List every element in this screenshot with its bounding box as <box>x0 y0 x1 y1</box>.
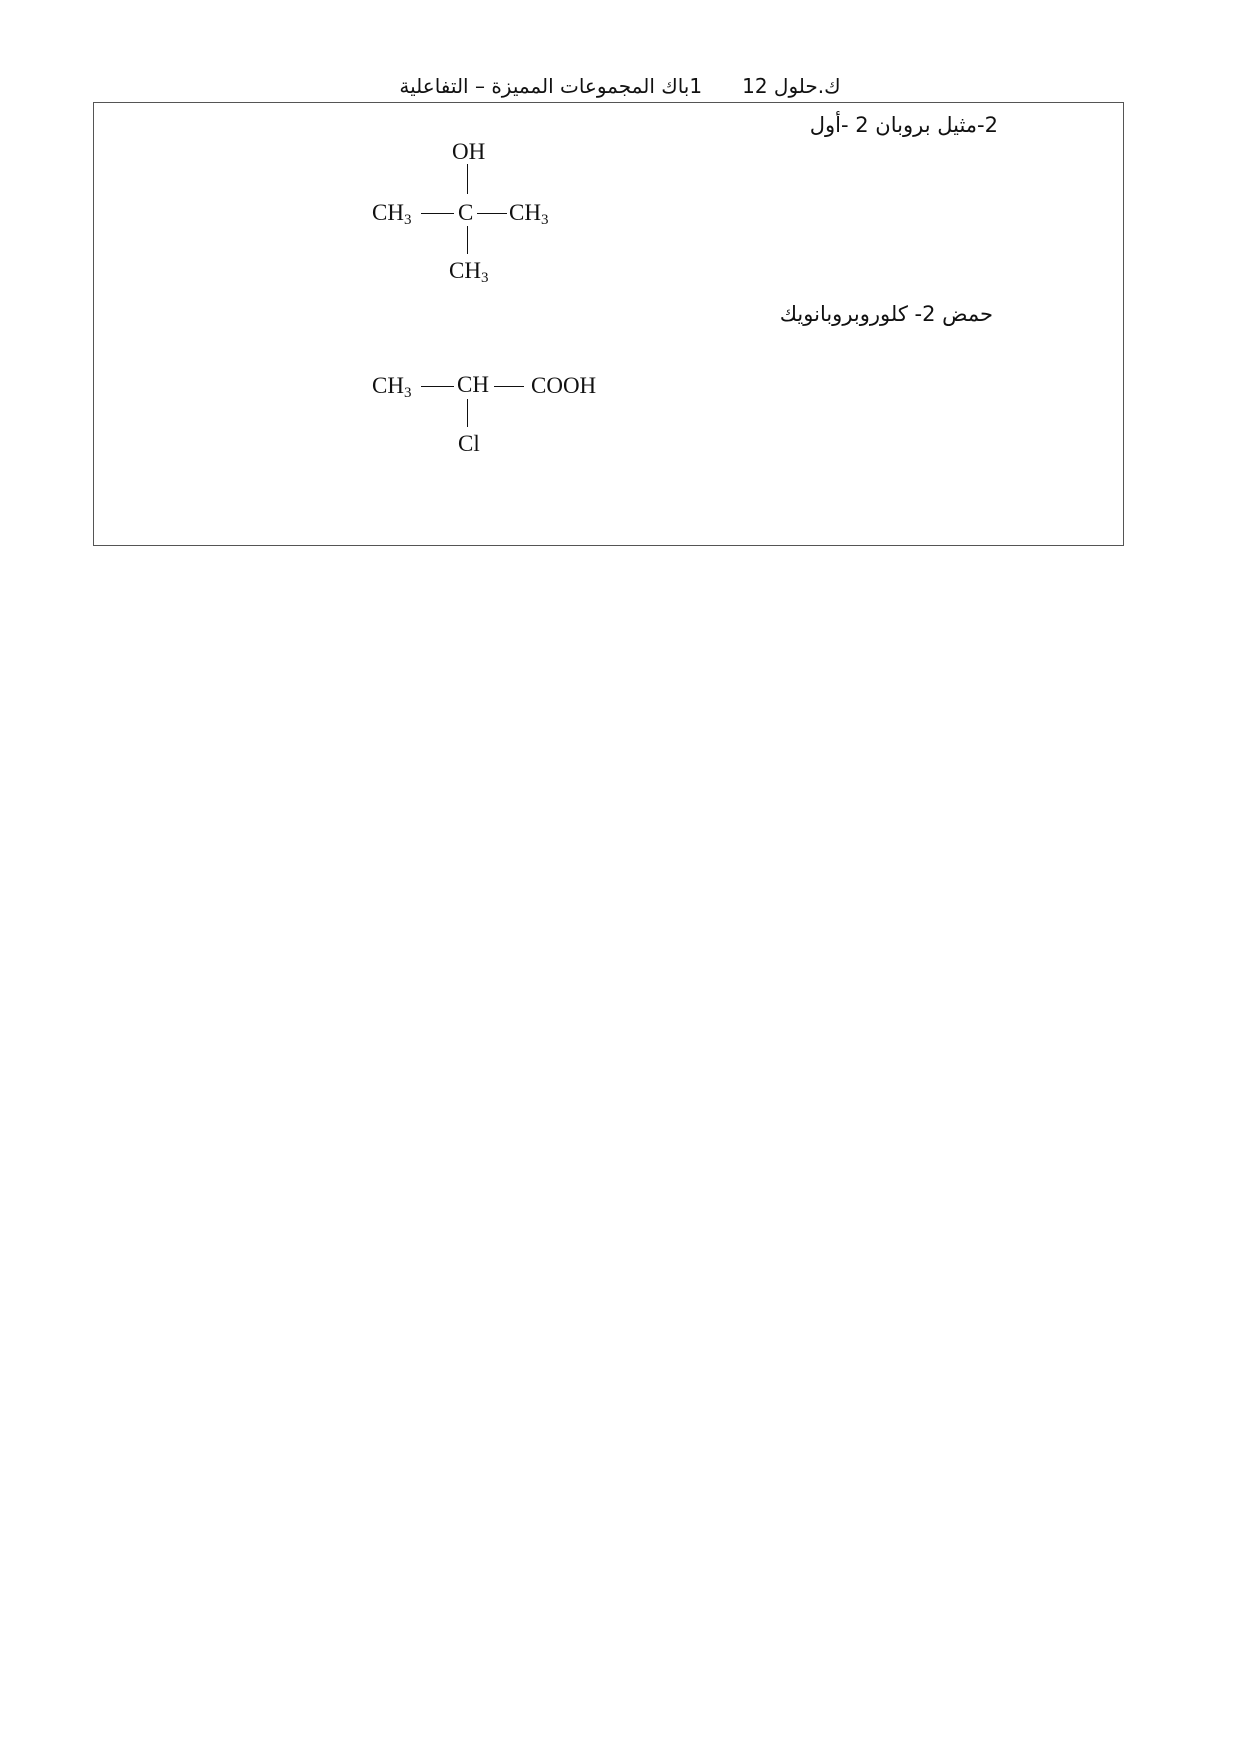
structure-2-bond-left <box>421 386 454 387</box>
header-right-part: 1باك المجموعات المميزة – التفاعلية <box>399 74 703 98</box>
structure-2-bond-right <box>494 386 524 387</box>
structure-2-right-group: COOH <box>531 373 597 398</box>
structure-1-bond-left <box>421 213 454 214</box>
structure-2-bottom-atom: Cl <box>458 431 480 456</box>
structure-1-left-group: $CH_3$ <box>372 200 412 228</box>
structure-2-center-group: CH <box>457 372 489 397</box>
compound-name-1: 2-مثيل بروبان 2 -أول <box>809 113 998 137</box>
answer-box <box>93 102 1124 546</box>
structure-1-right-group: $CH_3$ <box>509 200 549 228</box>
structure-1-bond-bottom <box>467 226 468 254</box>
header-left-part: ك.حلول 12 <box>742 74 841 98</box>
structure-1-bond-right <box>477 213 507 214</box>
structure-1-bottom-group: $CH_3$ <box>449 258 489 286</box>
structure-1-bond-top <box>467 164 468 194</box>
page-header <box>0 74 1240 98</box>
structure-1-top-group: OH <box>452 139 486 164</box>
structure-2-left-group: $CH_3$ <box>372 373 412 401</box>
structure-2-bond-bottom <box>467 399 468 427</box>
compound-name-2: حمض 2- كلوروبروبانويك <box>779 302 993 326</box>
structure-1-center-atom: C <box>458 200 474 225</box>
